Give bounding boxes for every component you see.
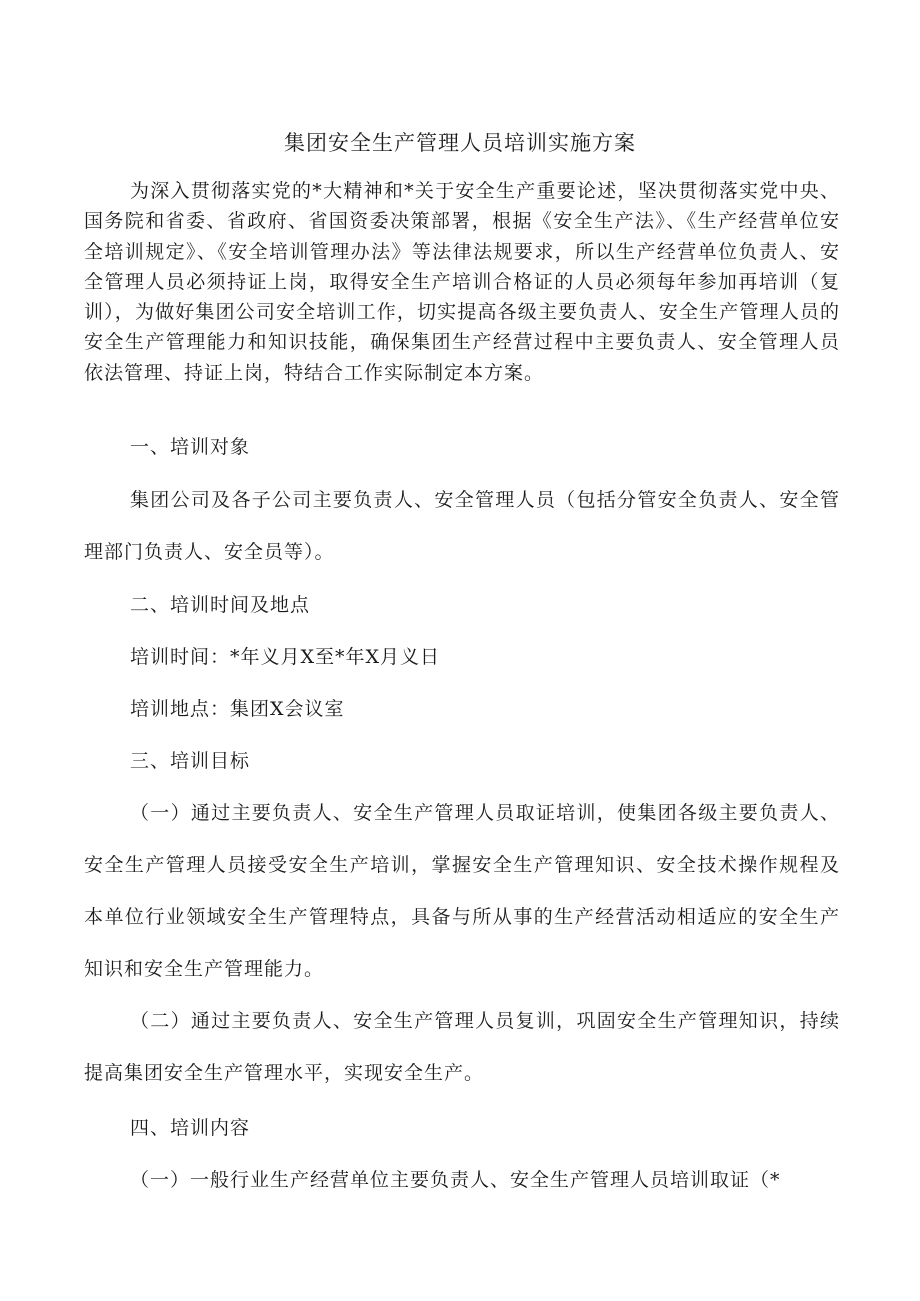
goal-paragraph-2: （二）通过主要负责人、安全生产管理人员复训，巩固安全生产管理知识，持续提高集团安全生产管理水平，实现安全生产。 bbox=[84, 1010, 840, 1084]
targets-paragraph: 集团公司及各子公司主要负责人、安全管理人员（包括分管安全负责人、安全管理部门负责人、安全员等）。 bbox=[84, 489, 840, 563]
document-title: 集团安全生产管理人员培训实施方案 bbox=[284, 131, 636, 155]
training-time: 培训时间：*年义月X至*年X月义日 bbox=[130, 646, 441, 668]
training-place: 培训地点：集团X会议室 bbox=[130, 698, 345, 720]
section-heading-targets: 一、培训对象 bbox=[130, 436, 251, 458]
section-heading-content: 四、培训内容 bbox=[130, 1117, 251, 1139]
content-paragraph-1: （一）一般行业生产经营单位主要负责人、安全生产管理人员培训取证（* bbox=[130, 1169, 781, 1191]
section-heading-goals: 三、培训目标 bbox=[130, 750, 251, 772]
section-heading-time-place: 二、培训时间及地点 bbox=[130, 594, 311, 616]
intro-paragraph: 为深入贯彻落实党的*大精神和*关于安全生产重要论述，坚决贯彻落实党中央、国务院和省委、省政府、省国资委决策部署，根据《安全生产法》、《生产经营单位安全培训规定》、《安全培训管理办法》等法律法规要求，所以生产经营单位负责人、安全管理人员必须持证上岗，取得安全生产培训合格证的人员必须每年参加再培训（复训），为做好集团公司安全培训工作，切实提高各级主要负责人、安全生产管理人员的安全生产管理能力和知识技能，确保集团生产经营过程中主要负责人、安全管理人员依法管理、持证上岗，特结合工作实际制定本方案。 bbox=[84, 180, 840, 384]
goal-paragraph-1: （一）通过主要负责人、安全生产管理人员取证培训，使集团各级主要负责人、安全生产管理人员接受安全生产培训，掌握安全生产管理知识、安全技术操作规程及本单位行业领域安全生产管理特点，具备与所从事的生产经营活动相适应的安全生产知识和安全生产管理能力。 bbox=[84, 802, 840, 980]
